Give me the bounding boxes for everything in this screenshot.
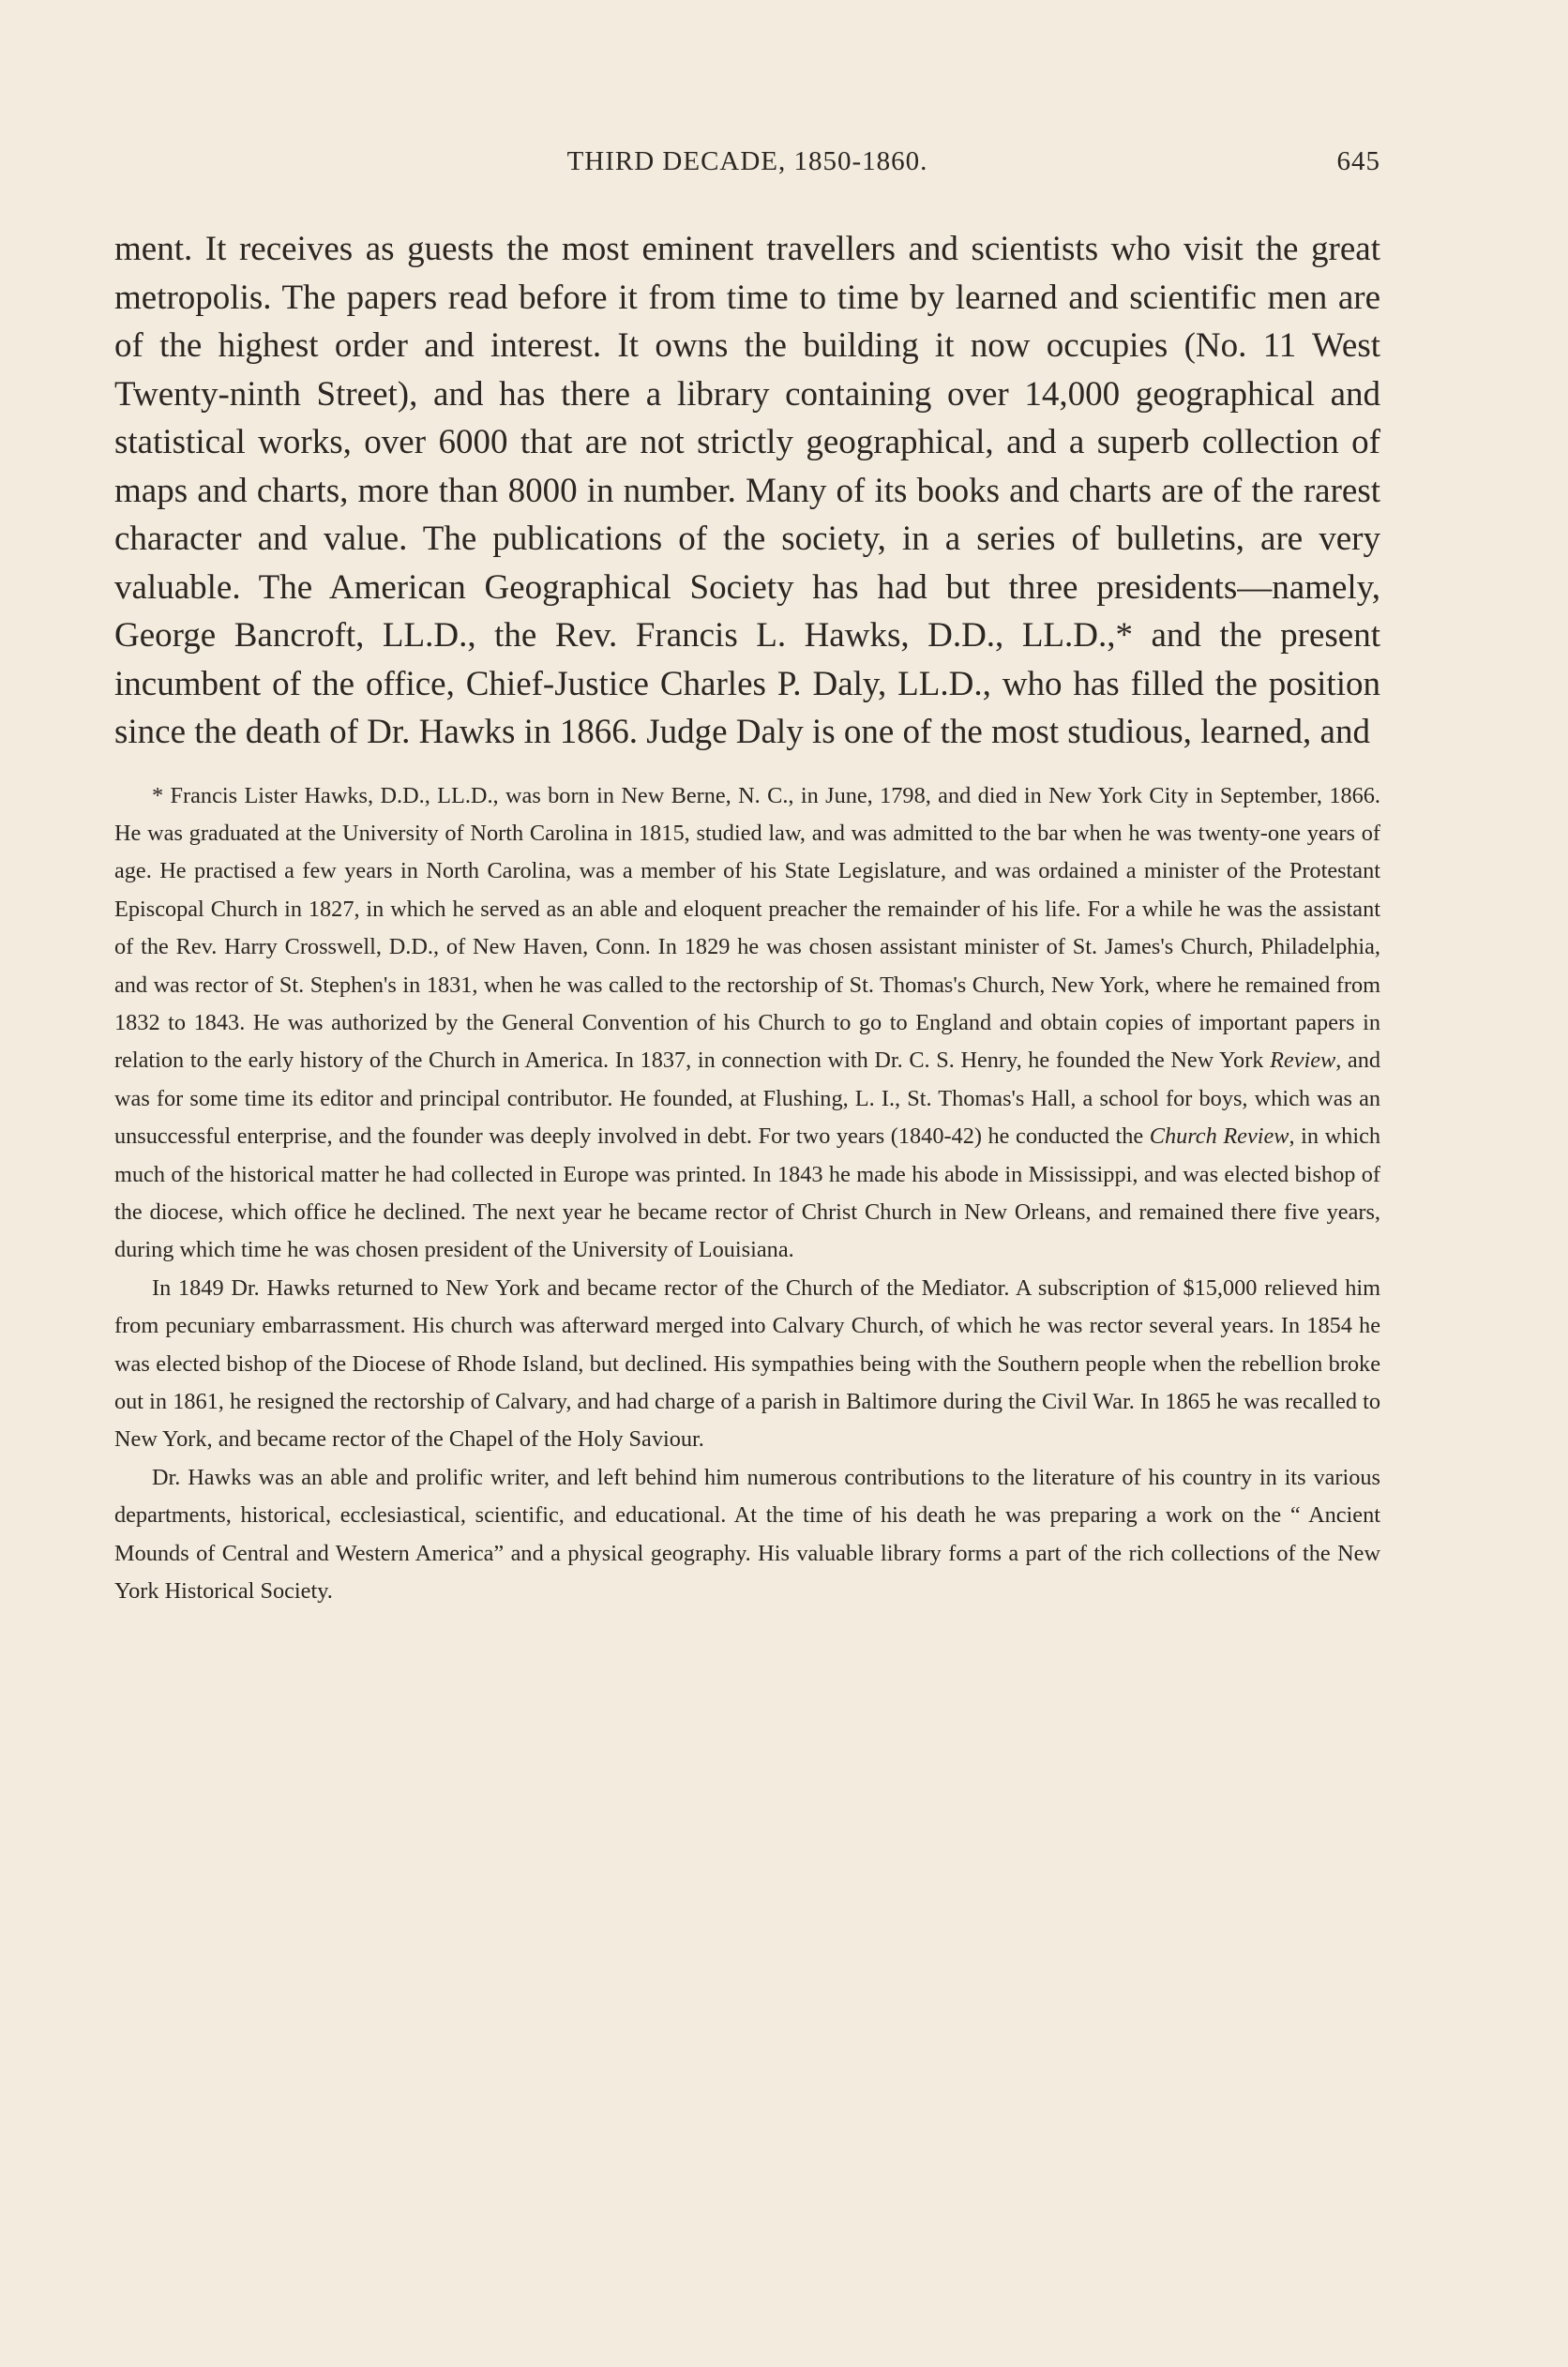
italic-title-review: Review [1270, 1048, 1336, 1074]
running-head [114, 141, 1380, 197]
footnote-text-part: , and was for some time its editor and principal contributor. He founded, at Flushing, L. I., St. Thomas's Hall, a school for boys, which was an unsuccessful enterprise, and the founder was deeply involved in debt. For two years (1840-42) he conducted the [114, 1048, 1380, 1150]
footnote [114, 777, 1380, 1611]
footnote-text-part: , in which much of the historical matter he had collected in Europe was printed. In 1843 he made his abode in Mississippi, and was elected bishop of the diocese, which office he declined. The next year he became rector of Christ Church in New Orleans, and remained there five years, during which time he was chosen president of the University of Louisiana. [114, 1123, 1381, 1263]
main-text [114, 225, 1380, 757]
page-number: 645 [1336, 146, 1380, 176]
footnote-text-part: * Francis Lister Hawks, D.D., LL.D., was born in New Berne, N. C., in June, 1798, and died in New York City in September, 1866. He was graduated at the University of North Carolina in 1815, studied law, and was admitted to the bar when he was twenty-one years of age. He practised a few years in North Carolina, was a member of his State Legislature, and was ordained a minister of the Protestant Episcopal Church in 1827, in which he served as an able and eloquent preacher the remainder of his life. For a while he was the assistant of the Rev. Harry Crosswell, D.D., of New Haven, Conn. In 1829 he was chosen assistant minister of St. James's Church, Philadelphia, and was rector of St. Stephen's in 1831, when he was called to the rectorship of St. Thomas's Church, New York, where he remained from 1832 to 1843. He was authorized by the General Convention of his Church to go to England and obtain copies of important papers in relation to the early history of the Church in America. In 1837, in connection with Dr. C. S. Henry, he founded the New York [114, 782, 1380, 1074]
running-head-title: THIRD DECADE, 1850-1860. [566, 146, 928, 176]
book-page [114, 141, 1380, 1610]
italic-title-church-review: Church Review [1149, 1123, 1289, 1150]
main-paragraph: ment. It receives as guests the most eminent travellers and scientists who visit the great metropolis. The papers read before it from time to time by learned and scientific men are of the highest order and interest. It owns the building it now occupies (No. 11 West Twenty-ninth Street), and has there a library containing over 14,000 geographical and statistical works, over 6000 that are not strictly geographical, and a superb collection of maps and charts, more than 8000 in number. Many of its books and charts are of the rarest character and value. The publications of the society, in a series of bulletins, are very valuable. The American Geographical Society has had but three presidents—namely, George Bancroft, LL.D., the Rev. Francis L. Hawks, D.D., LL.D.,* and the present incumbent of the office, Chief-Justice Charles P. Daly, LL.D., who has filled the position since the death of Dr. Hawks in 1866. Judge Daly is one of the most studious, learned, and [114, 230, 1380, 751]
footnote-paragraph-3: Dr. Hawks was an able and prolific writer, and left behind him numerous contributions to the literature of his country in its various departments, historical, ecclesiastical, scientific, and educational. At the time of his death he was preparing a work on the “ Ancient Mounds of Central and Western America” and a physical geography. His valuable library forms a part of the rich collections of the New York Historical Society. [114, 1464, 1380, 1605]
footnote-paragraph-2: In 1849 Dr. Hawks returned to New York and became rector of the Church of the Mediator. A subscription of $15,000 relieved him from pecuniary embarrassment. His church was afterward merged into Calvary Church, of which he was rector several years. In 1854 he was elected bishop of the Diocese of Rhode Island, but declined. His sympathies being with the Southern people when the rebellion broke out in 1861, he resigned the rectorship of Calvary, and had charge of a parish in Baltimore during the Civil War. In 1865 he was recalled to New York, and became rector of the Chapel of the Holy Saviour. [114, 1274, 1380, 1453]
footnote-paragraph-1 [114, 777, 1380, 1270]
